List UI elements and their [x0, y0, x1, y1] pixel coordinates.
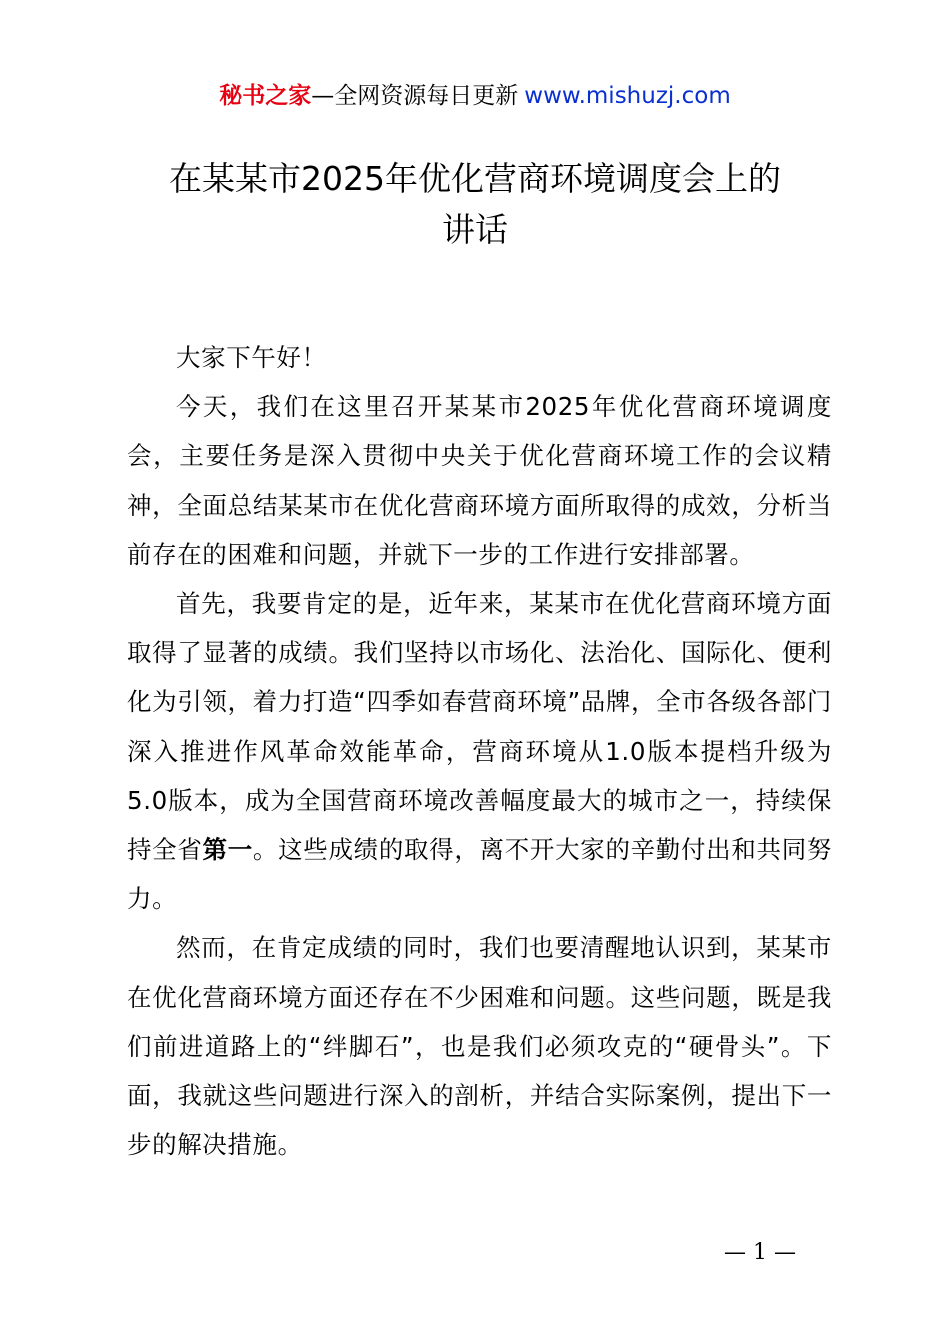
page-number: — 1 —	[724, 1240, 796, 1265]
site-header	[0, 80, 950, 112]
paragraph-achievements-text-after: 。这些成绩的取得，离不开大家的辛勤付出和共同努力。	[127, 835, 832, 914]
site-slogan: —全网资源每日更新	[311, 83, 519, 109]
site-url-link[interactable]: www.mishuzj.com	[524, 83, 731, 109]
paragraph-opening: 今天，我们在这里召开某某市2025年优化营商环境调度会，主要任务是深入贯彻中央关于优化营商环境工作的会议精神，全面总结某某市在优化营商环境方面所取得的成效，分析当前存在的困难和问题，并就下一步的工作进行安排部署。	[127, 392, 832, 569]
title-line-2: 讲话	[442, 210, 508, 249]
paragraph-achievements-emphasis: 第一	[202, 835, 253, 865]
title-line-1: 在某某市2025年优化营商环境调度会上的	[169, 159, 781, 198]
document-body	[127, 333, 832, 1169]
paragraph-achievements-text-before: 首先，我要肯定的是，近年来，某某市在优化营商环境方面取得了显著的成绩。我们坚持以市场化、法治化、国际化、便利化为引领，着力打造“四季如春营商环境”品牌，全市各级各部门深入推进作风革命效能革命，营商环境从1.0版本提档升级为5.0版本，成为全国营商环境改善幅度最大的城市之一，持续保持全省	[127, 589, 832, 865]
paragraph-greeting: 大家下午好！	[176, 343, 327, 372]
site-brand: 秘书之家	[219, 83, 312, 109]
paragraph-problems: 然而，在肯定成绩的同时，我们也要清醒地认识到，某某市在优化营商环境方面还存在不少困难和问题。这些问题，既是我们前进道路上的“绊脚石”，也是我们必须攻克的“硬骨头”。下面，我就这些问题进行深入的剖析，并结合实际案例，提出下一步的解决措施。	[127, 933, 832, 1160]
paragraph-achievements	[127, 579, 832, 923]
document-title	[130, 153, 820, 255]
